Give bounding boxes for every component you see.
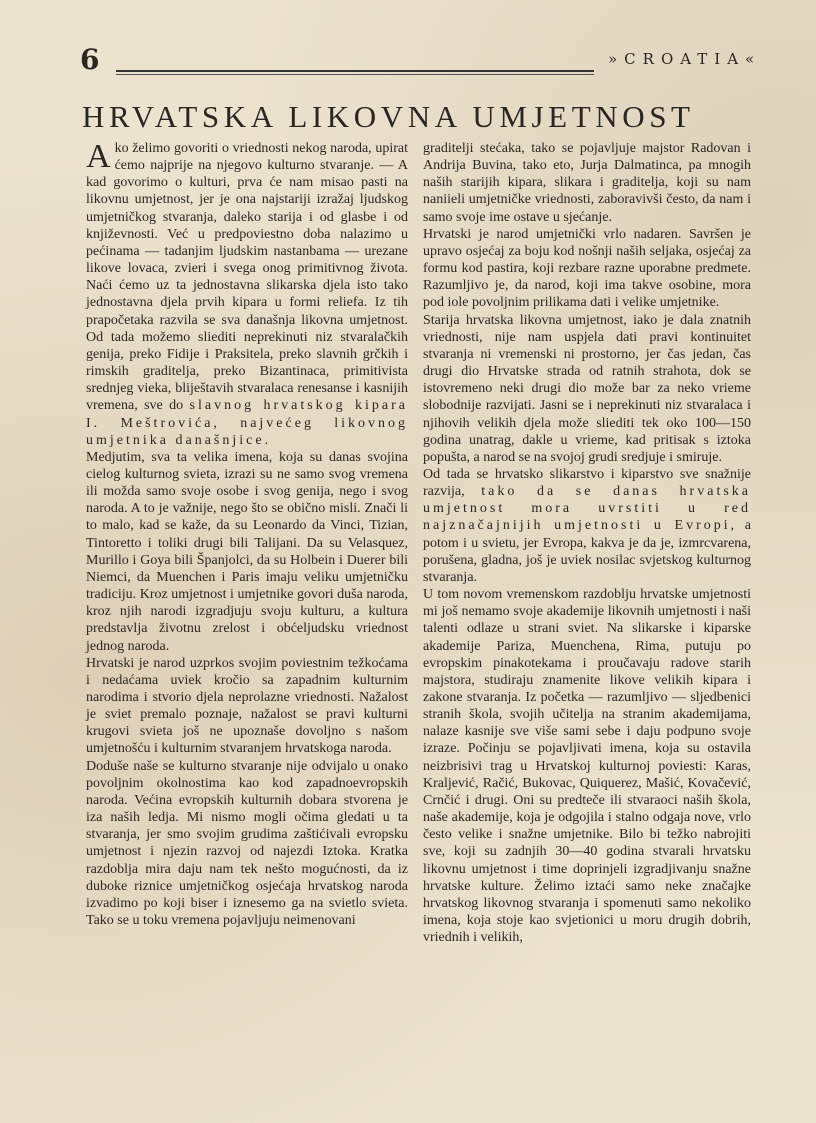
paragraph: Doduše naše se kulturno stvaranje nije odvijalo u onako povoljnim okolnostima kao kod zapadnoevropskih naroda. Većina evropskih kulturnih dobara stvorena je iza naših ledja. Mi nismo mogli očima gledati u ta stvaranja, jer smo svojim grudima zaštićivali evropsku umjetnost i njezin razvoj od najezdi Iztoka. Kratka razdoblja mira daju nam tek nešto mogućnosti, da iz duboke riznice umjetničkog osjećaja hrvatskog naroda izvadimo po koji biser i iznesemo ga na svietlo svieta. Tako se u toku vremena pojavljuju neimenovani [86, 758, 408, 929]
paragraph-text: a potom i u svietu, jer Evropa, kakva je da je, izmrcvarena, porušena, gladna, još je uviek nosilac svjetskog kulturnog stvaranja. [423, 518, 752, 585]
page-number: 6 [80, 43, 100, 76]
paragraph: Hrvatski je narod umjetnički vrlo nadaren. Savršen je upravo osjećaj za boju kod nošnji naših seljaka, osjećaj za formu kod pastira, koji rezbare razne uporabne predmete. Razumljivo je, da narod, koji ima takve osobine, mora pod iole povoljnim prilikama dati i velike umjetnike. [423, 226, 751, 311]
paragraph [86, 140, 408, 449]
left-column [86, 140, 408, 929]
article-title: HRVATSKA LIKOVNA UMJETNOST [82, 99, 695, 134]
magazine-name: »CROATIA« [608, 50, 762, 68]
paragraph: U tom novom vremenskom razdoblju hrvatske umjetnosti mi još nemamo svoje akademije likovnih umjetnosti i naši talenti odlaze u strani sviet. Na slikarske i kiparske akademije Pariza, Muenchena, Rima, putuju po evropskim pinakotekama i proučavaju radove starih majstora, studiraju znamenite likove velikih kipara i zakone stvaranja. Iz početka — razumljivo — sljedbenici stranih škola, svojih učitelja na stranim akademijama, nalaze kasnije sve više sami sebe i daju podpuno svoje izraze. Počinju se pojavljivati imena, koja su ostavila neizbrisivi trag u Hrvatskoj kulturnoj poviesti: Karas, Kraljević, Račić, Bukovac, Quiquerez, Mašić, Kovačević, Crnčić i drugi. Oni su predteče ili stvaraoci naših škola, naše akademije, koja je odgojila i stalno odgaja nove, vrlo često velike i snažne umjetnike. Bilo bi težko nabrojiti sve, koji su zadnjih 30—40 godina stvarali hrvatsku likovnu umjetnost i time doprinjeli izgradjivanju snažne hrvatske kulture. Želimo iztaći samo neke značajke hrvatskog likovnog stvaranja i spomenuti samo nekoliko imena, koja stoje kao svjetionici u moru drugih dobrih, vriednih i velikih, [423, 587, 751, 946]
paragraph [423, 466, 751, 586]
emphasized-text: slavnog hrvatskog kipara I. Meštrovića, najvećeg likovnog umjetnika današnjice. [86, 398, 409, 448]
paragraph: graditelji stećaka, tako se pojavljuje majstor Radovan i Andrija Buvina, tako eto, Jurja Dalmatinca, pa mnogih naših starijih kipara, slikara i graditelja, koji su nam naniieli umjetničke vriednosti, zaboravivši često, da nam i samo svoje ime ostave u sjećanje. [423, 141, 751, 225]
paragraph-text: Od tada se hrvatsko slikarstvo i kiparstvo sve snažnije razvija, [423, 466, 751, 500]
drop-cap: A [86, 138, 111, 175]
paragraph-text: ko želimo govoriti o vriednosti nekog naroda, upirat ćemo najprije na njegovo kulturno stvaranje. — A kad govorimo o kulturi, prva će nam misao pasti na likovnu umjetnost, jer je ona najstariji izražaj ljudskog umjetničkog stvaranja, daleko starija i od glasbe i od književnosti. Već u predpoviestno doba nalazimo u pećinama — tadanjim ljudskim nastanbama — urezane likove lovaca, zvieri i svega onog primitivnog života. Naći ćemo uz ta jednostavna slikarska djela isto tako jednostavna djela prvih kipara u formi reliefa. Iz tih prapočetaka razvila se sva današnja likovna umjetnost. Od tada možemo sliediti neprekinuti niz stvaralačkih genija, preko Fidije i Praksitela, preko slavnih grčkih i rimskih graditelja, preko Bizantinaca, primitivista srednjeg vieka, bliještavih stvaralaca renesanse i kasnijih vremena, sve do [86, 141, 408, 414]
emphasized-text: tako da se danas hrvatska umjetnost mora uvrstiti u red najznačajnijih umjetnosti u Evropi, [423, 484, 751, 534]
paragraph: Starija hrvatska likovna umjetnost, iako je dala znatnih vriednosti, nije nam uspjela dati pravi kontinuitet stvaranja ni vremenski ni prostorno, jer čas jedan, čas drugi dio Hrvatske strada od ratnih strahota, dok se istovremeno neki drugi dio može bar za neko vrieme slobodnije razvijati. Jasni se i neprekinuti niz stvaralaca i njihovih velikih djela može sliediti tek oko 100—150 godina unatrag, dakle u vrieme, kad pritisak s iztoka popušta, a narod se na svojoj grudi sredjuje i smiruje. [423, 312, 751, 465]
paragraph: Medjutim, sva ta velika imena, koja su danas svojina cielog kulturnog svieta, izrazi su ne samo svog vremena ili možda samo svoje osobe i svog genija, nego i svog naroda. A to je važnije, nego što se obično misli. Znači li to malo, kad se kaže, da su Leonardo da Vinci, Tizian, Tintoretto i toliki drugi bili Talijani. Da su Velasquez, Murillo i Goya bili Španjolci, da su Holbein i Duerer bili Niemci, da Muenchen i Paris imaju veliku umjetničku tradiciju. Kroz umjetnost i umjetnike govori duša naroda, kroz njih narodi izgradjuju svoju kulturu, a kultura predstavlja životnu zrelost i obćeljudsku vriednost jednog naroda. [86, 449, 408, 654]
right-column [423, 140, 751, 946]
paragraph: Hrvatski je narod uzprkos svojim poviestnim težkoćama i nedaćama uviek kročio sa zapadnim kulturnim narodima i stvorio djela neprolazne vriednosti. Nažalost je sviet premalo poznaje, nažalost se pravi kulturni krugovi svieta još ne upoznaše dovoljno s našom umjetnošću i kulturnim stvaranjem hrvatskoga naroda. [86, 655, 408, 757]
header-rule [116, 70, 594, 75]
